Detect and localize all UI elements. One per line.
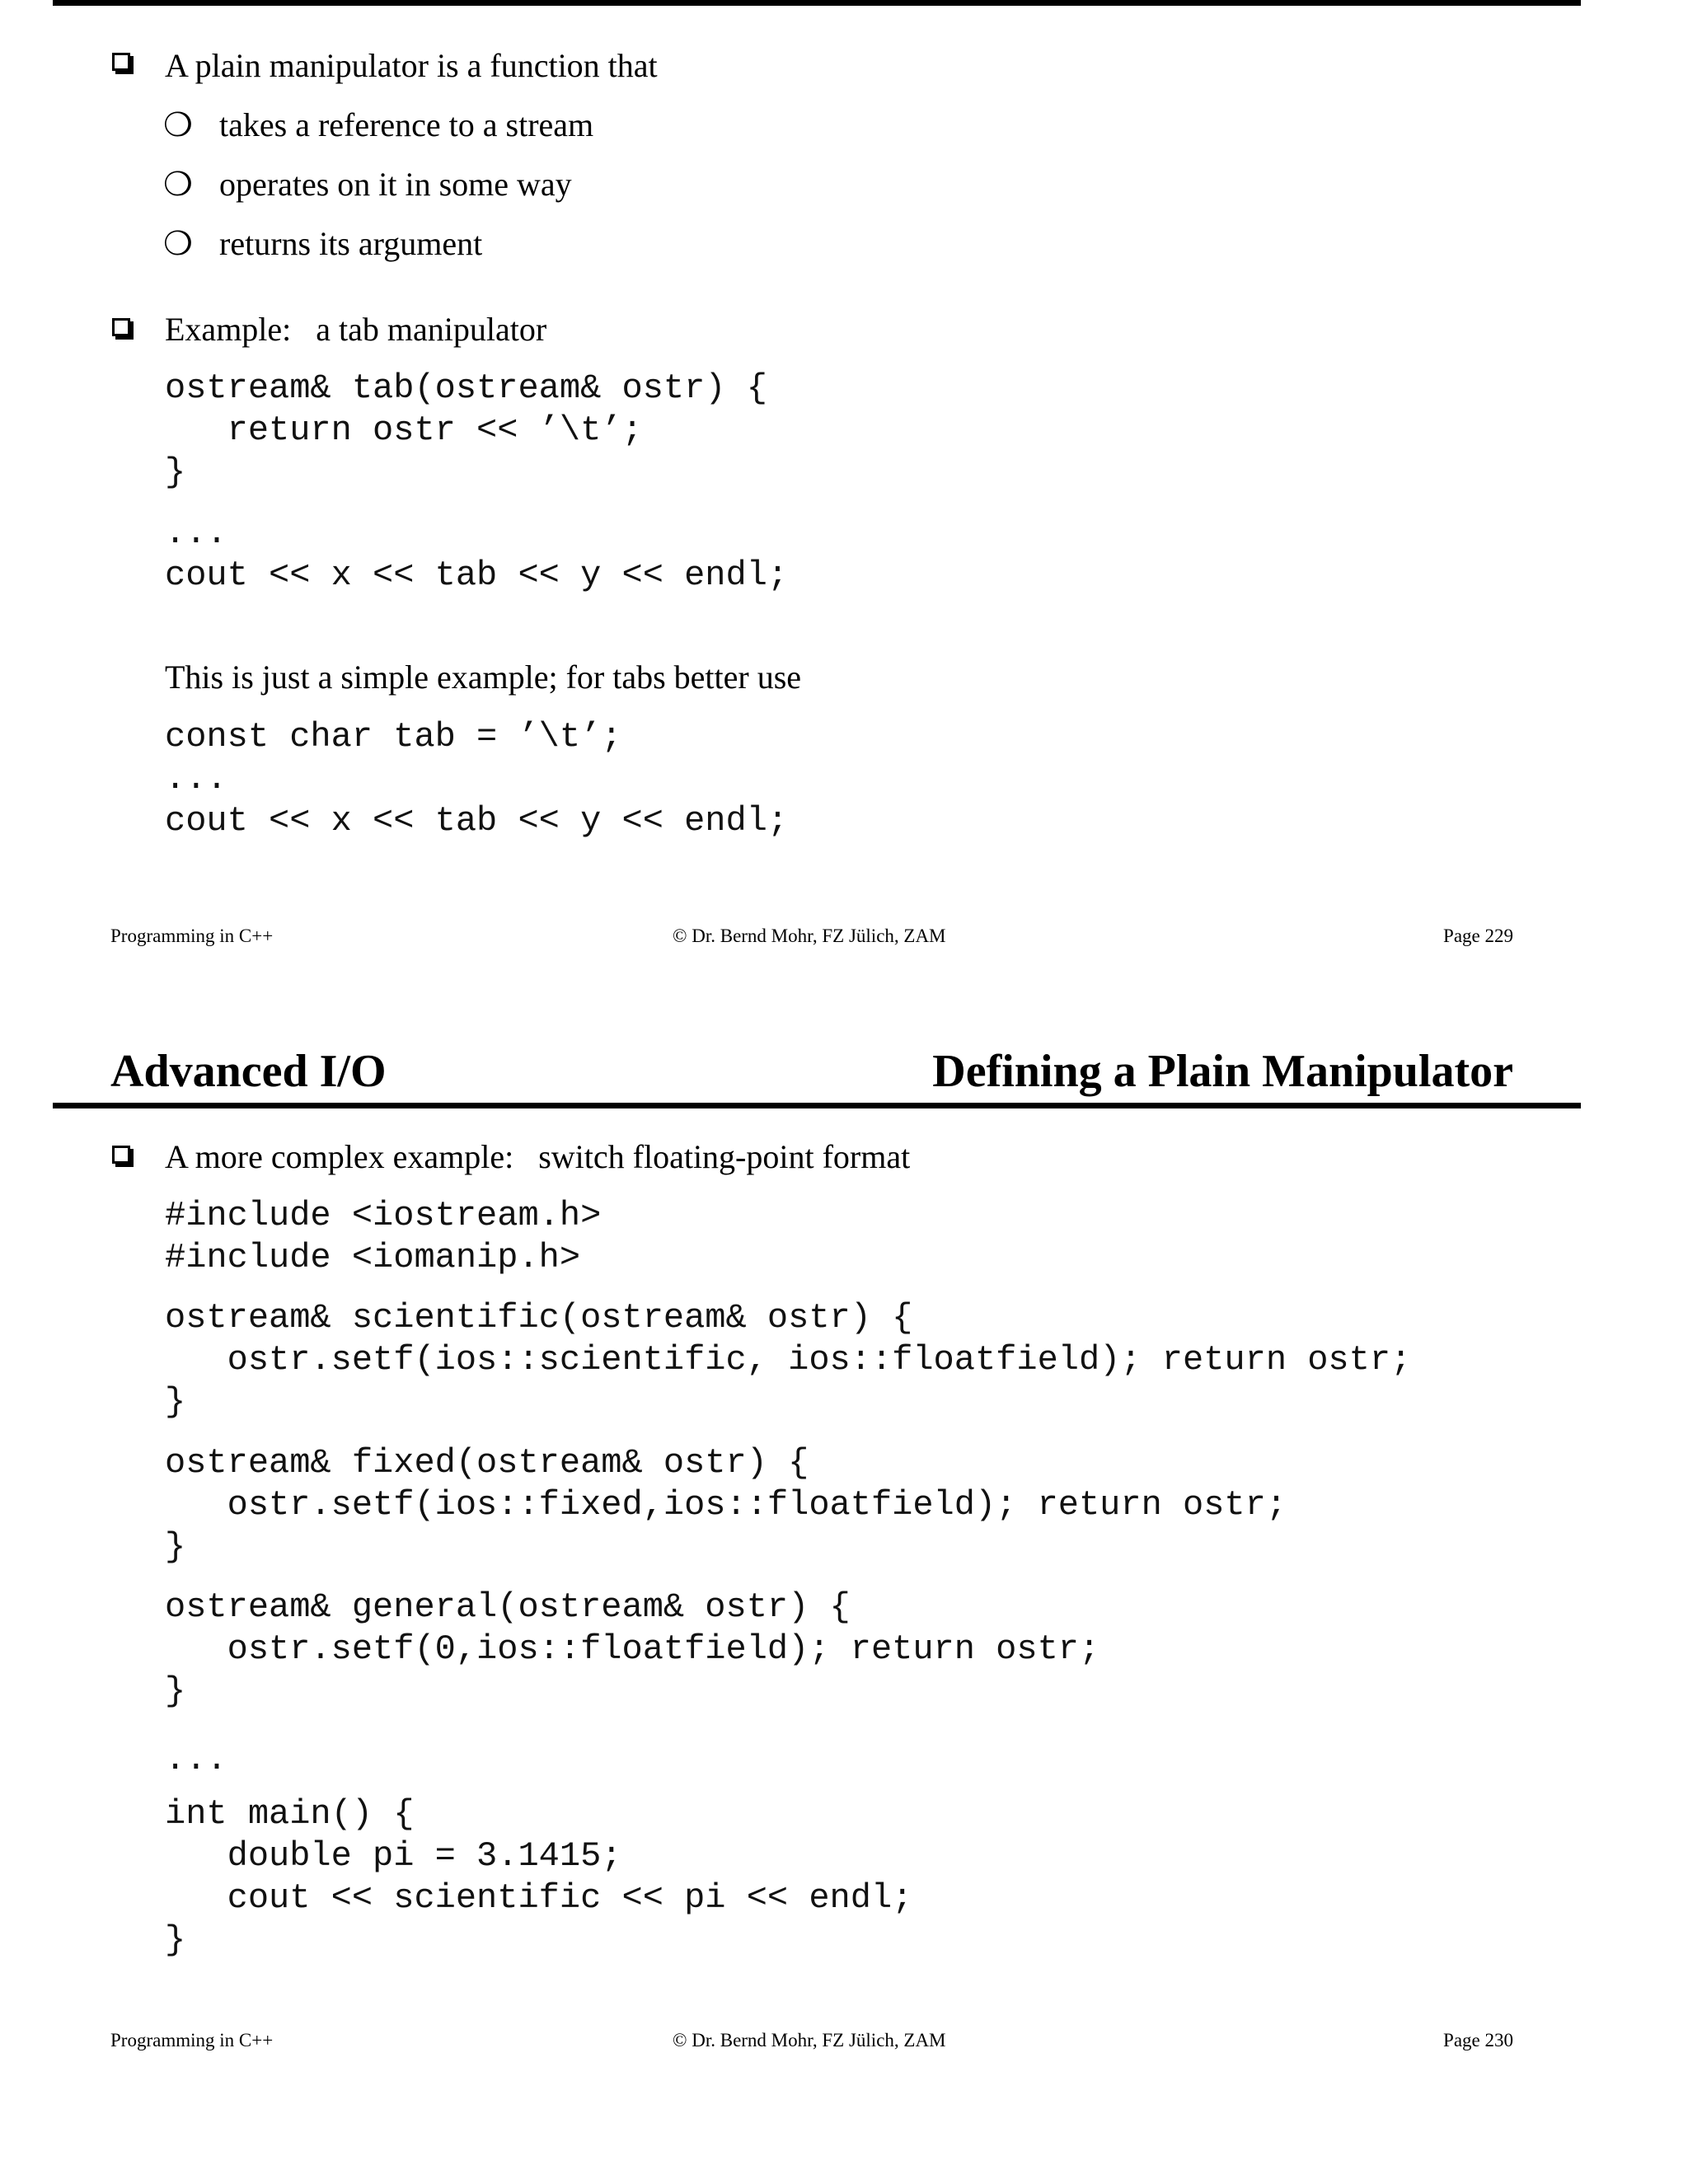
square-bullet-icon (112, 318, 130, 336)
footer-center: © Dr. Bernd Mohr, FZ Jülich, ZAM (673, 2030, 946, 2050)
circle-bullet-icon: ❍ (163, 225, 193, 262)
footer-center: © Dr. Bernd Mohr, FZ Jülich, ZAM (673, 926, 946, 946)
code-line: const char tab = ’\t’; (165, 717, 622, 757)
footer-left: Programming in C++ (110, 2030, 274, 2050)
code-line: ostream& scientific(ostream& ostr) { (165, 1298, 913, 1338)
bullet-text: Example: a tab manipulator (165, 311, 547, 348)
sub-bullet-text: takes a reference to a stream (219, 106, 594, 143)
code-line: #include <iostream.h> (165, 1196, 602, 1235)
code-line: return ostr << ’\t’; (165, 410, 643, 450)
footer-page-number: Page 229 (1443, 926, 1513, 946)
code-line: #include <iomanip.h> (165, 1238, 581, 1277)
circle-bullet-icon: ❍ (163, 166, 193, 203)
circle-bullet-icon: ❍ (163, 106, 193, 143)
code-line: } (165, 452, 186, 492)
code-line: ostr.setf(ios::fixed,ios::floatfield); return ostr; (165, 1485, 1287, 1525)
bullet-text: A plain manipulator is a function that (165, 47, 658, 84)
note-text: This is just a simple example; for tabs better use (165, 658, 802, 696)
square-bullet-icon (112, 1146, 130, 1164)
code-line: ostream& fixed(ostream& ostr) { (165, 1443, 809, 1483)
code-line: ostream& general(ostream& ostr) { (165, 1587, 851, 1627)
code-line: ostr.setf(0,ios::floatfield); return ostr; (165, 1629, 1100, 1669)
page230-title-rule (53, 1103, 1581, 1108)
code-line: } (165, 1920, 186, 1960)
code-line: cout << scientific << pi << endl; (165, 1878, 913, 1918)
code-line: ... (165, 759, 227, 799)
code-line: ... (165, 1740, 227, 1779)
code-line: ... (165, 513, 227, 553)
sub-bullet-text: returns its argument (219, 225, 483, 262)
footer-page-number: Page 230 (1443, 2030, 1513, 2050)
code-line: cout << x << tab << y << endl; (165, 555, 789, 595)
slide-title: Defining a Plain Manipulator (932, 1046, 1513, 1097)
code-line: ostr.setf(ios::scientific, ios::floatfield); return ostr; (165, 1340, 1412, 1380)
code-line: } (165, 1527, 186, 1567)
sub-bullet-text: operates on it in some way (219, 166, 572, 203)
bullet-text: A more complex example: switch floating-point format (165, 1138, 911, 1175)
footer-left: Programming in C++ (110, 926, 274, 946)
code-line: } (165, 1671, 186, 1711)
page229-top-rule (53, 0, 1581, 6)
code-line: cout << x << tab << y << endl; (165, 801, 789, 841)
section-title: Advanced I/O (110, 1046, 387, 1097)
square-bullet-icon (112, 53, 130, 71)
code-line: double pi = 3.1415; (165, 1836, 622, 1876)
code-line: int main() { (165, 1794, 415, 1834)
code-line: ostream& tab(ostream& ostr) { (165, 368, 767, 408)
code-line: } (165, 1382, 186, 1422)
